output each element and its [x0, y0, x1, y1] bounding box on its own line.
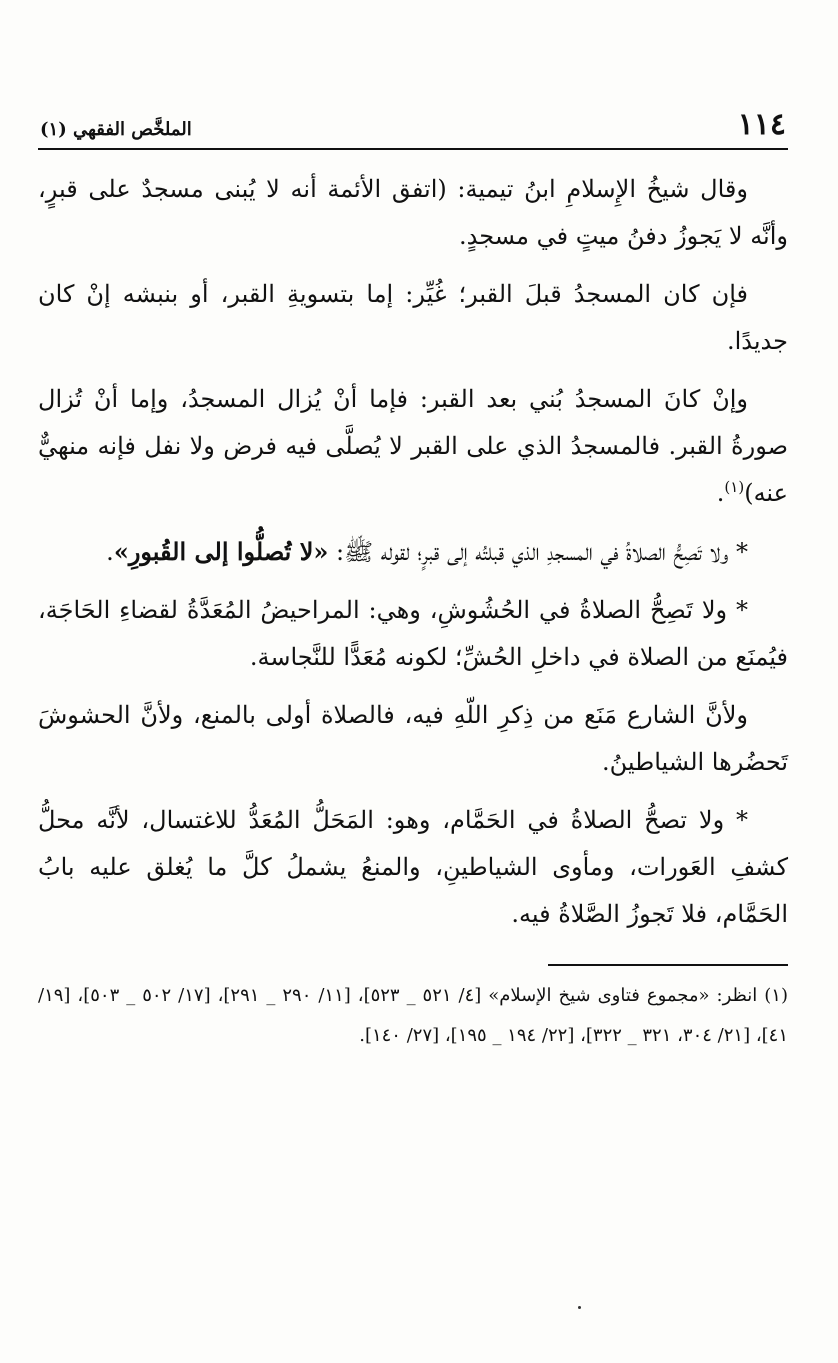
page-header [38, 108, 788, 150]
paragraph-ibn-taymiyya [38, 166, 788, 260]
paragraph-text: فإن كان المسجدُ قبلَ القبر؛ غُيِّر: إما بتسويةِ القبر، أو بنبشه إنْ كان جديدًا. [38, 280, 788, 355]
paragraph-text: * ولا تَصِحُّ الصلاةُ في المسجدِ الذي قبلتُه إلى قبرٍ؛ لقوله ﷺ: [336, 538, 748, 566]
paragraph-text: * ولا تصحُّ الصلاةُ في الحَمَّام، وهو: المَحَلُّ المُعَدُّ للاغتسال، لأنَّه محلُّ كشفِ العَورات، ومأوى الشياطينِ، والمنعُ يشملُ كلَّ ما يُغلق عليه بابُ الحَمَّام، فلا تَجوزُ الصَّلاةُ فيه. [38, 806, 788, 928]
footnote-divider [548, 964, 788, 966]
paragraph-mosque-before-grave [38, 271, 788, 365]
paragraph-text: وإنْ كانَ المسجدُ بُني بعد القبر: فإما أنْ يُزال المسجدُ، وإما أنْ تُزال صورةُ القبر. فالمسجدُ الذي على القبر لا يُصلَّى فيه فرض ولا نفل فإنه منهيٌّ عنه) [38, 385, 788, 507]
page [38, 108, 788, 1056]
running-title: الملخَّص الفقهي (١) [40, 119, 192, 140]
paragraph-text: * ولا تَصِحُّ الصلاةُ في الحُشُوشِ، وهي: المراحيضُ المُعَدَّةُ لقضاءِ الحَاجَة، فيُمنَع من الصلاة في داخلِ الحُشِّ؛ لكونه مُعَدًّا للنَّجاسة. [38, 596, 788, 671]
paragraph-remembrance [38, 692, 788, 786]
page-speck [578, 1306, 581, 1309]
page-body [38, 166, 788, 938]
footnote: (١) انظر: «مجموع فتاوى شيخ الإسلام» [٤/ ٥٢١ _ ٥٢٣]، [١١/ ٢٩٠ _ ٢٩١]، [١٧/ ٥٠٢ _ ٥٠٣]، [١٩/ ٤١]، [٢١/ ٣٠٤، ٣٢١ _ ٣٢٢]، [٢٢/ ١٩٤ _ ١٩٥]، [٢٧/ ١٤٠]. [38, 985, 788, 1046]
page-number: ١١٤ [737, 107, 786, 142]
paragraph-text: وقال شيخُ الإِسلامِ ابنُ تيمية: (اتفق الأئمة أنه لا يُبنى مسجدٌ على قبرٍ، وأنَّه لا يَجوزُ دفنُ ميتٍ في مسجدٍ. [38, 175, 788, 250]
paragraph-hammam [38, 797, 788, 938]
paragraph-text: ولأنَّ الشارع مَنَع من ذِكرِ اللّهِ فيه، فالصلاة أولى بالمنع، ولأنَّ الحشوشَ تَحضُرها الشياطينُ. [38, 701, 788, 776]
paragraph-hushush [38, 587, 788, 681]
paragraph-mosque-after-grave: وإنْ كانَ المسجدُ بُني بعد القبر: فإما أنْ يُزال المسجدُ، وإما أنْ تُزال صورةُ القبر. فالمسجدُ الذي على القبر لا يُصلَّى فيه فرض ولا نفل فإنه منهيٌّ عنه)$^{(١)}$. [38, 385, 788, 507]
hadith-quote: «لا تُصلُّوا إلى القُبورِ» [113, 537, 329, 566]
paragraph-qibla-grave: * ولا تَصِحُّ الصلاةُ في المسجدِ الذي قبلتُه إلى قبرٍ؛ لقوله ﷺ: «لا تُصلُّوا إلى القُبورِ». [106, 537, 748, 566]
footnote-reference[interactable]: (١) [724, 478, 745, 496]
